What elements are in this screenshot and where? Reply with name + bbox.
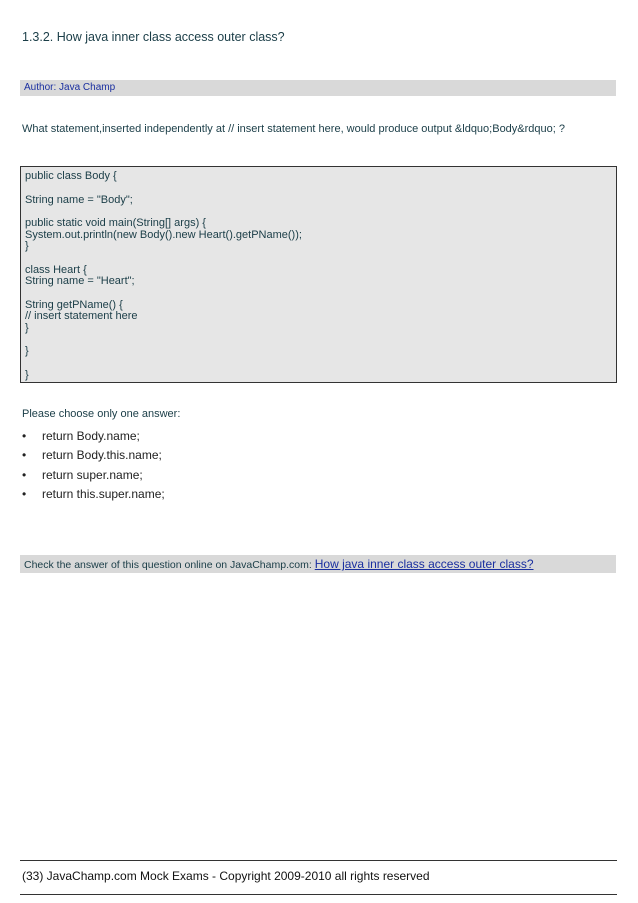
answer-options (22, 426, 165, 504)
code-line: public class Body { (25, 170, 117, 182)
code-line: } (25, 321, 29, 334)
code-line: // insert statement here (25, 310, 138, 322)
code-line: } (25, 345, 29, 357)
answer-option-2[interactable] (22, 446, 165, 466)
code-line: } (25, 368, 29, 381)
author-bar (20, 80, 616, 96)
check-answer-bar (20, 555, 616, 573)
answer-option-4[interactable] (22, 485, 165, 505)
code-line: System.out.println(new Body().new Heart().getPName()); (25, 228, 302, 241)
code-block (20, 166, 617, 383)
footer-copyright: (33) JavaChamp.com Mock Exams - Copyright 2009-2010 all rights reserved (22, 869, 430, 883)
answer-option-text[interactable]: return this.super.name; (42, 487, 165, 502)
code-line: } (25, 240, 29, 252)
code-gap (25, 183, 612, 195)
answer-option-3[interactable] (22, 465, 165, 485)
code-line: class Heart { (25, 263, 87, 276)
code-line: public static void main(String[] args) { (25, 217, 206, 229)
code-gap (25, 334, 612, 346)
check-answer-link[interactable]: How java inner class access outer class? (314, 557, 534, 571)
bullet-icon: • (22, 428, 27, 443)
code-line: String name = "Heart"; (25, 275, 135, 287)
code-gap (25, 288, 612, 300)
code-gap (25, 358, 612, 370)
bullet-icon: • (22, 467, 27, 482)
answer-option-text[interactable]: return Body.name; (42, 428, 140, 443)
code-line: String getPName() { (25, 298, 123, 311)
bullet-icon: • (22, 448, 27, 463)
check-answer-text: Check the answer of this question online on JavaChamp.com: (24, 559, 312, 571)
code-line: String name = "Body"; (25, 193, 133, 206)
author-label: Author: Java Champ (24, 82, 116, 93)
code-gap (25, 253, 612, 265)
answer-prompt: Please choose only one answer: (22, 408, 181, 420)
answer-option-text[interactable]: return Body.this.name; (42, 448, 162, 463)
bullet-icon: • (22, 487, 27, 502)
answer-option-1[interactable] (22, 426, 165, 446)
footer-divider-bottom (20, 894, 617, 895)
footer-divider-top (20, 860, 617, 861)
question-text: What statement,inserted independently at // insert statement here, would produce output &ldquo;Body&rdquo; ? (22, 123, 566, 135)
page-title: 1.3.2. How java inner class access outer class? (22, 30, 285, 44)
answer-option-text[interactable]: return super.name; (42, 467, 143, 482)
